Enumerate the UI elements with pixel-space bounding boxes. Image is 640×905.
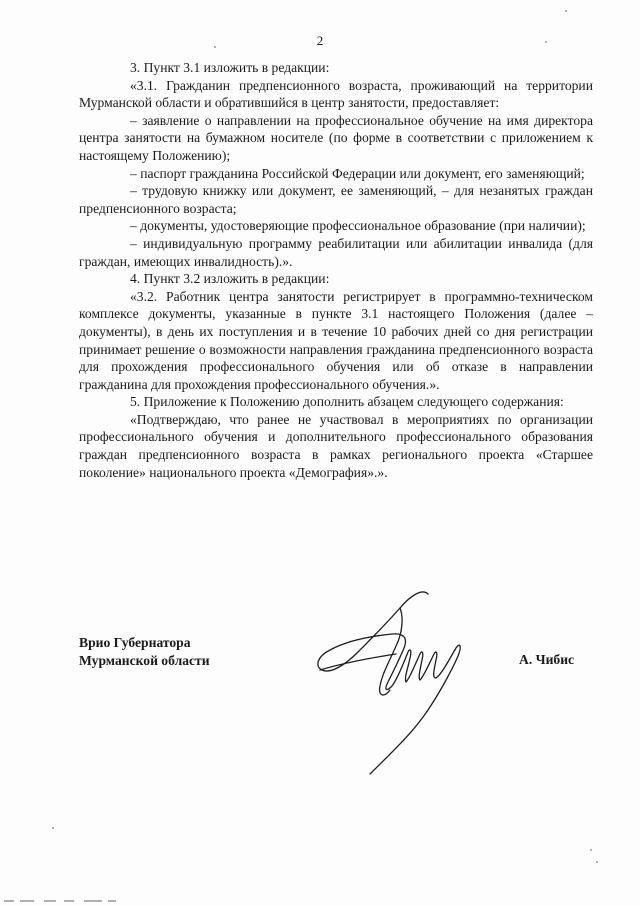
paragraph-confirmation-text: «Подтверждаю, что ранее не участвовал в мероприятиях по организации профессионального обучения и дополнительного профессионального образования граждан предпенсионного возраста в рамках регионального проекта «Старшее поколение» национального проекта «Демография».». — [79, 411, 593, 480]
signature-stroke-main — [318, 592, 460, 774]
scan-speck — [214, 46, 216, 48]
signature-stroke-tail — [320, 654, 396, 670]
paragraph-item-4-header: 4. Пункт 3.2 изложить в редакции: — [130, 271, 330, 287]
paragraph-3-1-intro: «3.1. Гражданин предпенсионного возраста, проживающий на территории Мурманской области и обратившийся в центр занятости, предоставляет: — [79, 77, 593, 111]
paragraph-list-passport: – паспорт гражданина Российской Федерации или документ, его заменяющий; — [130, 165, 585, 181]
page-number: 2 — [316, 33, 324, 48]
paragraph-list-rehab-program: – индивидуальную программу реабилитации или абилитации инвалида (для граждан, имеющих инвалидность).». — [79, 235, 593, 269]
signatory-position-line2: Мурманской области — [79, 653, 210, 668]
paragraph-item-5-header: 5. Приложение к Положению дополнить абзацем следующего содержания: — [130, 394, 564, 410]
document-body — [79, 59, 593, 481]
footer-scan-marks — [0, 897, 160, 905]
signatory-position-line1: Врио Губернатора — [79, 635, 191, 650]
paragraph-list-workbook: – трудовую книжку или документ, ее заменяющий, – для незанятых граждан предпенсионного возраста; — [79, 183, 593, 216]
paragraph-list-application: – заявление о направлении на профессиональное обучение на имя директора центра занятости на бумажном носителе (по форме в соответствии с приложением к настоящему Положению); — [79, 112, 593, 163]
scan-speck — [590, 849, 592, 851]
paragraph-list-education-docs: – документы, удостоверяющие профессиональное образование (при наличии); — [130, 218, 586, 234]
scan-speck — [565, 10, 567, 12]
scan-speck — [52, 827, 54, 829]
handwritten-signature — [300, 578, 500, 778]
scan-speck — [545, 41, 547, 43]
signatory-name: А. Чибис — [519, 652, 575, 667]
paragraph-3-2-text: «3.2. Работник центра занятости регистрирует в программно-техническом комплексе документы, указанные в пункте 3.1 настоящего Положения (далее – документы), в день их поступления и в течение 10 рабочих дней со дня регистрации принимает решение о возможности направления гражданина предпенсионного возраста для прохождения профессионального обучения или об отказе в направлении гражданина для прохождения профессионального обучения.». — [79, 288, 593, 392]
scan-speck — [596, 861, 598, 863]
signatory-position — [79, 634, 210, 670]
signature-stroke-loop — [380, 608, 402, 695]
paragraph-item-3-header: 3. Пункт 3.1 изложить в редакции: — [130, 60, 330, 75]
